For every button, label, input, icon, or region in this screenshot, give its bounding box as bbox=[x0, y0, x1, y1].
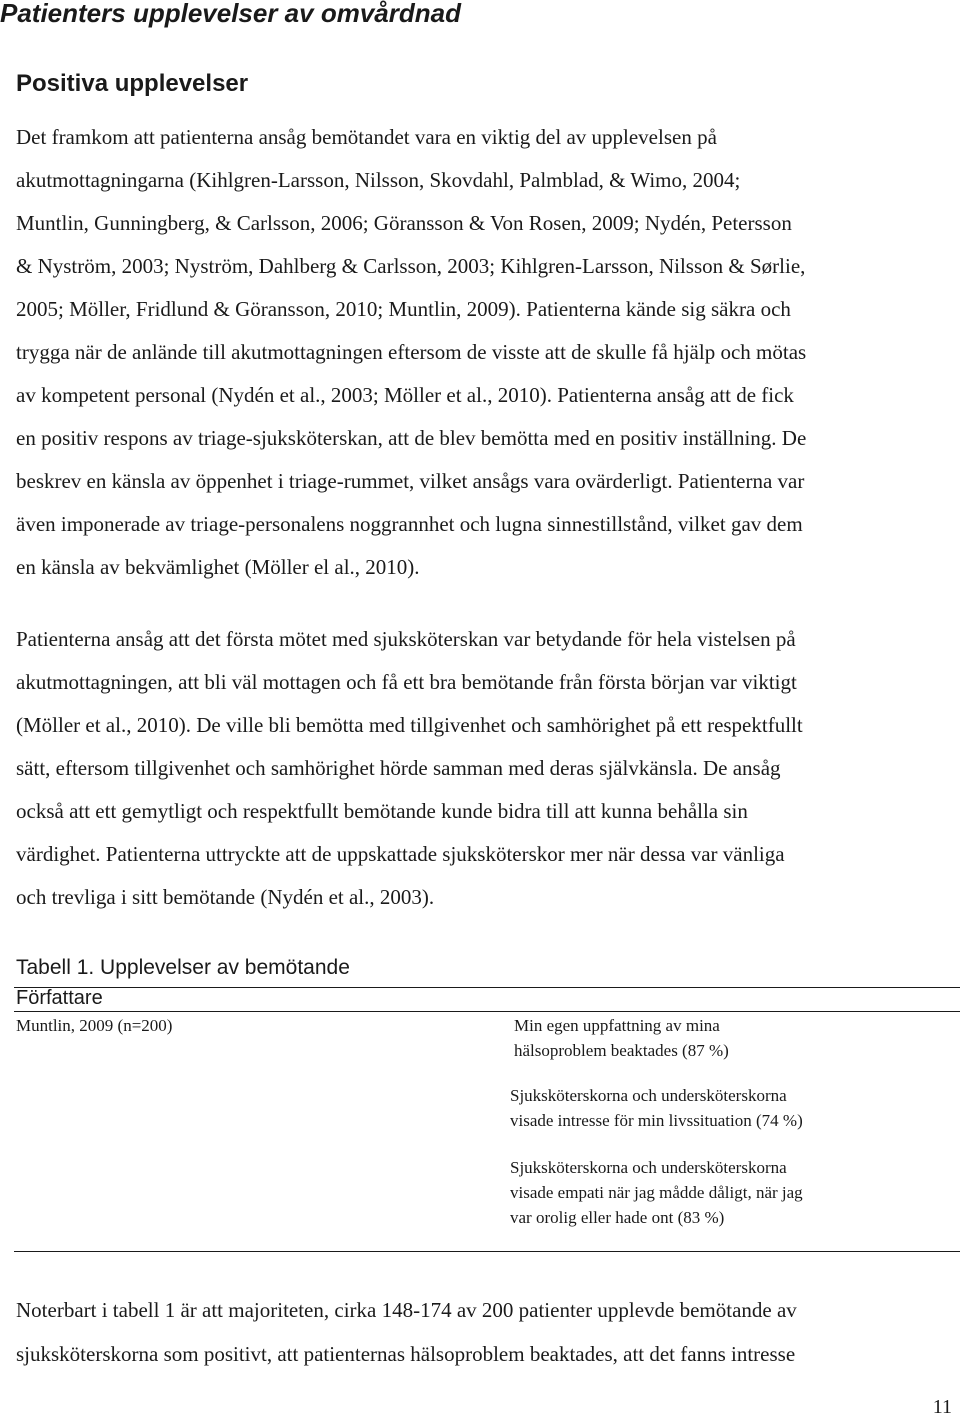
table-header-author: Författare bbox=[16, 987, 103, 1009]
table-cell-author: Muntlin, 2009 (n=200) bbox=[16, 1016, 173, 1035]
table-cell-finding: Sjuksköterskorna och undersköterskorna visade empati när jag mådde dåligt, när jag var orolig eller hade ont (83 %) bbox=[510, 1158, 803, 1227]
table-cell-finding: Sjuksköterskorna och undersköterskorna visade intresse för min livssituation (74 %) bbox=[510, 1086, 803, 1130]
table-header-rule bbox=[14, 1011, 960, 1012]
table-top-rule bbox=[14, 987, 960, 988]
page-number: 11 bbox=[932, 1396, 952, 1418]
table-caption: Tabell 1. Upplevelser av bemötande bbox=[16, 956, 350, 979]
table-cell-finding: Min egen uppfattning av mina hälsoproblem beaktades (87 %) bbox=[514, 1016, 729, 1060]
chapter-title: Patienters upplevelser av omvårdnad bbox=[0, 0, 461, 28]
section-title: Positiva upplevelser bbox=[16, 70, 249, 97]
paragraph: Patienterna ansåg att det första mötet med sjuksköterskan var betydande för hela vistelsen på akutmottagningen, att bli väl mottagen och få ett bra bemötande från första början var viktigt (Möller et al., 2010). De ville bli bemötta med tillgivenhet och samhörighet på ett respektfullt sätt, eftersom tillgivenhet och samhörighet hörde samman med deras självkänsla. De ansåg också att ett gemytligt och respektfullt bemötande kunde bidra till att kunna behålla sin värdighet. Patienterna uttryckte att de uppskattade sjuksköterskor mer när dessa var vänliga och trevliga i sitt bemötande (Nydén et al., 2003). bbox=[16, 627, 803, 909]
table-bottom-rule bbox=[14, 1251, 960, 1252]
paragraph: Det framkom att patienterna ansåg bemötandet vara en viktig del av upplevelsen på akutmottagningarna (Kihlgren-Larsson, Nilsson, Skovdahl, Palmblad, & Wimo, 2004; Muntlin, Gunningberg, & Carlsson, 2006; Göransson & Von Rosen, 2009; Nydén, Petersson & Nyström, 2003; Nyström, Dahlberg & Carlsson, 2003; Kihlgren-Larsson, Nilsson & Sørlie, 2005; Möller, Fridlund & Göransson, 2010; Muntlin, 2009). Patienterna kände sig säkra och trygga när de anlände till akutmottagningen eftersom de visste att de skulle få hjälp och mötas av kompetent personal (Nydén et al., 2003; Möller et al., 2010). Patienterna ansåg att de fick en positiv respons av triage-sjuksköterskan, att de blev bemötta med en positiv inställning. De beskrev en känsla av öppenhet i triage-rummet, vilket ansågs vara ovärderligt. Patienterna var även imponerade av triage-personalens noggrannhet och lugna sinnestillstånd, vilket gav dem en känsla av bekvämlighet (Möller el al., 2010). bbox=[16, 125, 807, 579]
paragraph: Noterbart i tabell 1 är att majoriteten, cirka 148-174 av 200 patienter upplevde bemötande av sjuksköterskorna som positivt, att patienternas hälsoproblem beaktades, att det fanns intresse bbox=[16, 1298, 797, 1366]
